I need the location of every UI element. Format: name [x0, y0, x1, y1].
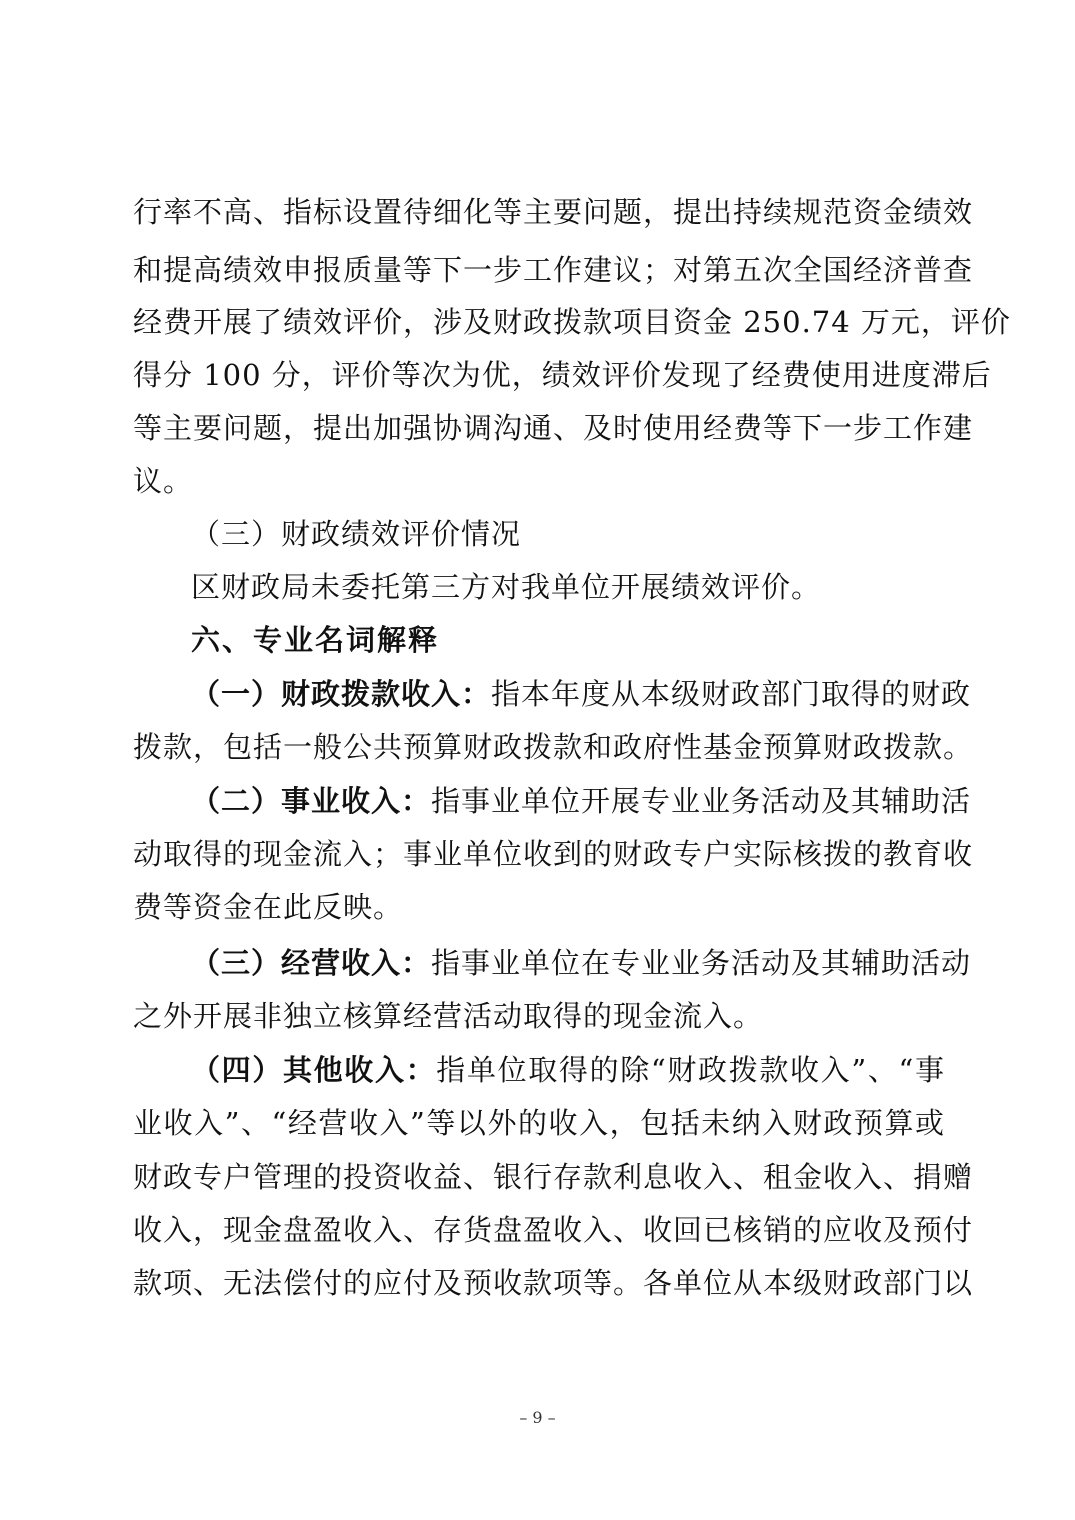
term-definition-line — [191, 943, 972, 983]
term-definition-line — [191, 1050, 945, 1090]
body-text-line: 拨款，包括一般公共预算财政拨款和政府性基金预算财政拨款。 — [133, 730, 974, 764]
body-text-line: 区财政局未委托第三方对我单位开展绩效评价。 — [191, 570, 822, 604]
body-text-line: 费等资金在此反映。 — [133, 890, 404, 924]
body-text-line: 款项、无法偿付的应付及预收款项等。各单位从本级财政部门以 — [133, 1266, 974, 1300]
body-text-line: 业收入”、“经营收入”等以外的收入，包括未纳入财政预算或 — [133, 1106, 945, 1140]
subsection-heading: （三）财政绩效评价情况 — [191, 517, 522, 551]
page-number: – 9 – — [519, 1408, 556, 1427]
body-text-line: 得分 100 分，评价等次为优，绩效评价发现了经费使用进度滞后 — [133, 358, 992, 392]
term-definition-line — [191, 781, 972, 821]
term-label: （二）事业收入： — [191, 784, 432, 818]
term-label: （四）其他收入： — [191, 1053, 437, 1087]
body-text-line: 议。 — [133, 464, 194, 498]
body-text-line: 和提高绩效申报质量等下一步工作建议；对第五次全国经济普查 — [133, 253, 974, 287]
body-text-line: 收入，现金盘盈收入、存货盘盈收入、收回已核销的应收及预付 — [133, 1213, 974, 1247]
body-text-line: 等主要问题，提出加强协调沟通、及时使用经费等下一步工作建 — [133, 411, 974, 445]
body-text-line: 经费开展了绩效评价，涉及财政拨款项目资金 250.74 万元，评价 — [133, 305, 1011, 339]
body-text-line: 财政专户管理的投资收益、银行存款利息收入、租金收入、捐赠 — [133, 1160, 974, 1194]
section-heading: 六、专业名词解释 — [191, 623, 440, 657]
term-definition-text: 指事业单位开展专业业务活动及其辅助活 — [431, 784, 972, 818]
term-definition-text: 指本年度从本级财政部门取得的财政 — [491, 677, 972, 711]
body-text-line: 之外开展非独立核算经营活动取得的现金流入。 — [133, 999, 764, 1033]
body-text-line: 行率不高、指标设置待细化等主要问题，提出持续规范资金绩效 — [133, 195, 974, 229]
term-definition-line — [191, 674, 972, 714]
term-label: （三）经营收入： — [191, 946, 432, 980]
term-definition-text: 指事业单位在专业业务活动及其辅助活动 — [431, 946, 972, 980]
term-label: （一）财政拨款收入： — [191, 677, 492, 711]
term-definition-text: 指单位取得的除“财政拨款收入”、“事 — [436, 1053, 945, 1087]
body-text-line: 动取得的现金流入；事业单位收到的财政专户实际核拨的教育收 — [133, 837, 974, 871]
